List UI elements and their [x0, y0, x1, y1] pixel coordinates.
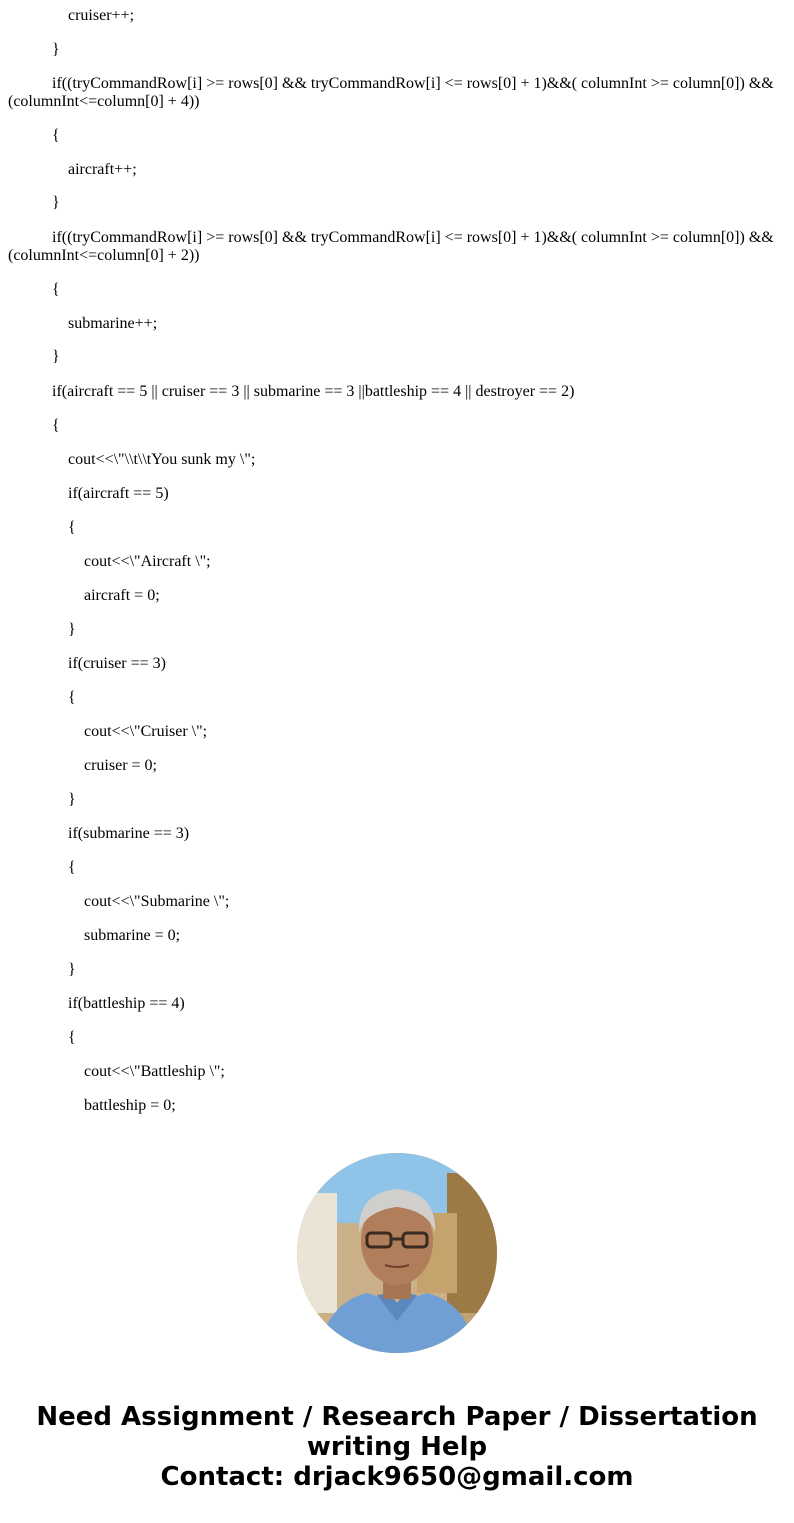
code-line: if(aircraft == 5 || cruiser == 3 || submarine == 3 ||battleship == 4 || destroyer == 2)	[52, 383, 575, 400]
code-line: }	[52, 41, 60, 58]
code-line: if(aircraft == 5)	[68, 485, 169, 502]
code-line: cout<<\"Aircraft \";	[84, 553, 211, 570]
code-line: if((tryCommandRow[i] >= rows[0] && tryCommandRow[i] <= rows[0] + 1)&&( columnInt >= column[0]) && (columnInt<=column[0] + 4))	[8, 75, 774, 110]
code-line: cout<<\"Submarine \";	[84, 893, 230, 910]
code-line: cout<<\"Cruiser \";	[84, 723, 208, 740]
code-line: cruiser = 0;	[84, 757, 157, 774]
code-line: if((tryCommandRow[i] >= rows[0] && tryCommandRow[i] <= rows[0] + 1)&&( columnInt >= column[0]) && (columnInt<=column[0] + 2))	[8, 229, 774, 264]
code-line: if(battleship == 4)	[68, 995, 185, 1012]
code-line: cruiser++;	[68, 7, 135, 24]
code-line: }	[52, 348, 60, 365]
code-line: {	[68, 519, 76, 536]
code-line: {	[68, 1029, 76, 1046]
code-line: }	[68, 791, 76, 808]
code-line: submarine++;	[68, 315, 158, 332]
author-avatar	[297, 1153, 497, 1353]
code-line: aircraft = 0;	[84, 587, 160, 604]
code-line: {	[52, 281, 60, 298]
code-line: if(submarine == 3)	[68, 825, 190, 842]
code-line: }	[52, 194, 60, 211]
code-line: submarine = 0;	[84, 927, 181, 944]
code-line: aircraft++;	[68, 161, 137, 178]
code-line: }	[68, 961, 76, 978]
promo-banner	[0, 1402, 794, 1492]
promo-line-1: Need Assignment / Research Paper / Dissertation	[36, 1402, 758, 1432]
code-line: {	[68, 859, 76, 876]
code-line: if(cruiser == 3)	[68, 655, 167, 672]
author-portrait-icon	[297, 1153, 497, 1353]
code-line: {	[52, 417, 60, 434]
promo-line-3: Contact: drjack9650@gmail.com	[160, 1462, 634, 1492]
promo-line-2: writing Help	[306, 1432, 488, 1462]
code-line: {	[52, 127, 60, 144]
code-line: cout<<\"\\t\\tYou sunk my \";	[68, 451, 256, 468]
code-line: {	[68, 689, 76, 706]
code-line: battleship = 0;	[84, 1097, 176, 1114]
code-line: cout<<\"Battleship \";	[84, 1063, 225, 1080]
code-line: }	[68, 621, 76, 638]
